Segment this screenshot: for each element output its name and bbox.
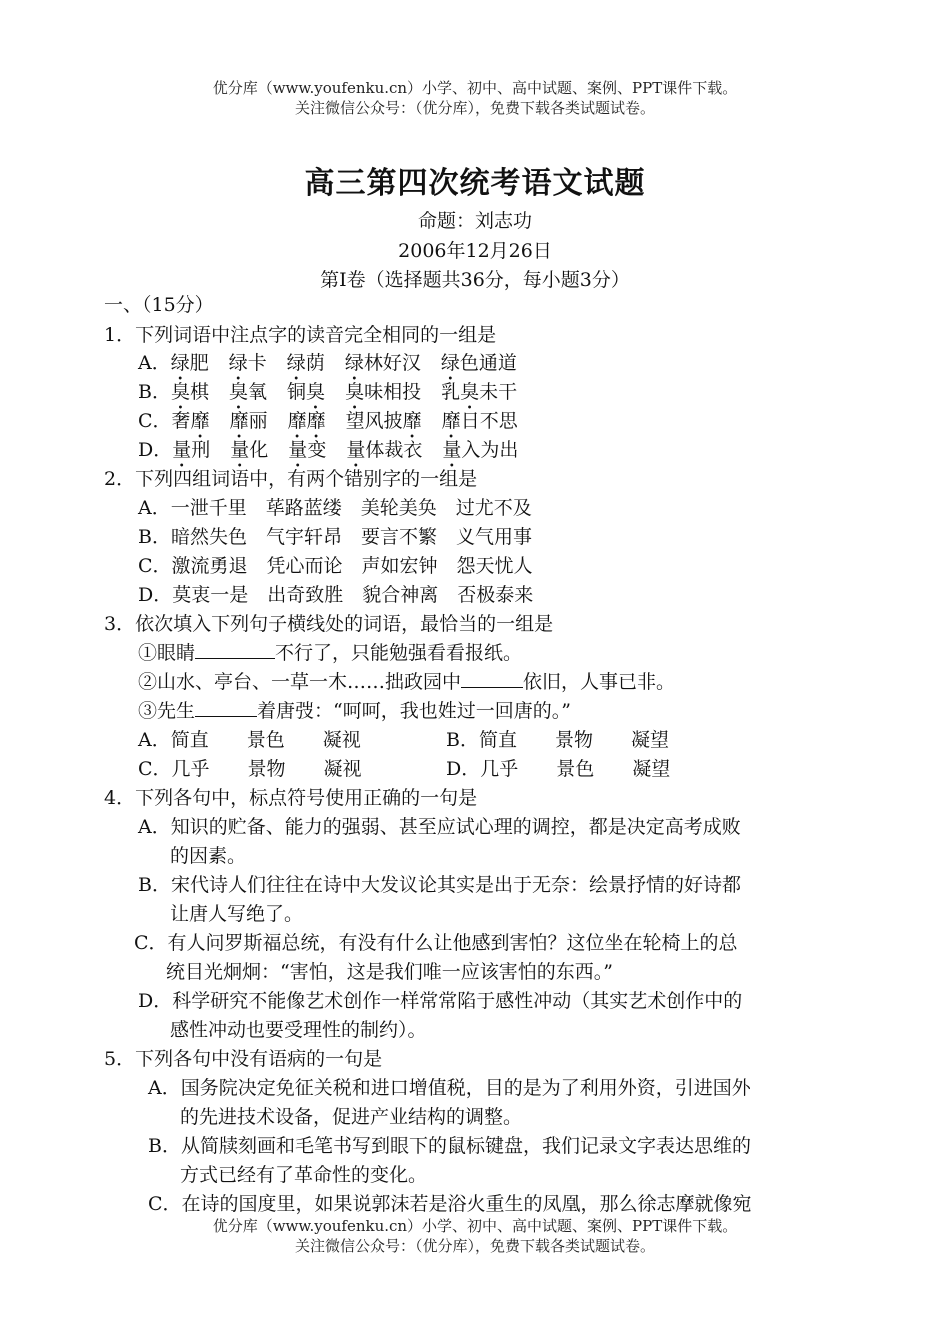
question-4-option-c-line1: C．有人问罗斯福总统，有没有什么让他感到害怕？这位坐在轮椅上的总 bbox=[134, 932, 738, 954]
question-4-option-a-line1: A．知识的贮备、能力的强弱、甚至应试心理的调控，都是决定高考成败 bbox=[138, 816, 741, 838]
question-5-stem: 5．下列各句中没有语病的一句是 bbox=[104, 1048, 383, 1070]
question-2-option-b: B．暗然失色 气宇轩昂 要言不繁 义气用事 bbox=[138, 526, 532, 548]
question-2-option-a: A．一泄千里 荜路蓝缕 美轮美奂 过尤不及 bbox=[138, 497, 532, 519]
question-3-sentence-1: ①眼睛 不行了，只能勉强看看报纸。 bbox=[138, 642, 523, 664]
question-1-option-b: B．臭棋 臭氧 铜臭 臭味相投 乳臭未干 bbox=[138, 381, 518, 403]
question-2-option-d: D．莫衷一是 出奇致胜 貌合神离 否极泰来 bbox=[138, 584, 534, 606]
question-4-option-b-line2: 让唐人写绝了。 bbox=[170, 903, 304, 925]
fill-blank bbox=[461, 669, 523, 688]
question-4-option-d-line2: 感性冲动也要受理性的制约）。 bbox=[170, 1019, 427, 1041]
question-4-option-c-line2: 统目光炯炯：“害怕，这是我们唯一应该害怕的东西。” bbox=[166, 961, 613, 983]
date-line: 2006年12月26日 bbox=[398, 240, 552, 262]
question-5-option-a-line2: 的先进技术设备，促进产业结构的调整。 bbox=[180, 1106, 523, 1128]
question-4-option-a-line2: 的因素。 bbox=[170, 845, 247, 867]
question-5-option-c-line1: C．在诗的国度里，如果说郭沫若是浴火重生的凤凰，那么徐志摩就像宛 bbox=[148, 1193, 752, 1215]
question-3-sentence-2: ②山水、亭台、一草一木……拙政园中 依旧，人事已非。 bbox=[138, 671, 676, 693]
author-line: 命题：刘志功 bbox=[417, 210, 532, 232]
question-3-option-d: D．几乎 景色 凝望 bbox=[446, 758, 671, 780]
question-3-option-c: C．几乎 景物 凝视 bbox=[138, 758, 362, 780]
question-1-option-c: C．奢靡 靡丽 靡靡 望风披靡 靡日不思 bbox=[138, 410, 518, 432]
question-4-option-d-line1: D．科学研究不能像艺术创作一样常常陷于感性冲动（其实艺术创作中的 bbox=[138, 990, 743, 1012]
site-footer-line1: 优分库（www.youfenku.cn）小学、初中、高中试题、案例、PPT课件下载。 bbox=[212, 1217, 738, 1235]
question-1-stem: 1．下列词语中注点字的读音完全相同的一组是 bbox=[104, 324, 497, 346]
question-4-option-b-line1: B．宋代诗人们往往在诗中大发议论其实是出于无奈：绘景抒情的好诗都 bbox=[138, 874, 741, 896]
question-3-option-a: A．简直 景色 凝视 bbox=[138, 729, 361, 751]
site-header-line1: 优分库（www.youfenku.cn）小学、初中、高中试题、案例、PPT课件下载。 bbox=[212, 79, 738, 97]
volume-line: 第Ⅰ卷（选择题共36分，每小题3分） bbox=[320, 269, 630, 291]
fill-blank bbox=[195, 640, 275, 659]
question-5-option-a-line1: A．国务院决定免征关税和进口增值税，目的是为了利用外资，引进国外 bbox=[148, 1077, 751, 1099]
question-3-stem: 3．依次填入下列句子横线处的词语，最恰当的一组是 bbox=[104, 613, 554, 635]
question-2-option-c: C．激流勇退 凭心而论 声如宏钟 怨天忧人 bbox=[138, 555, 533, 577]
question-3-sentence-3: ③先生 着唐弢：“呵呵，我也姓过一回唐的。” bbox=[138, 700, 571, 722]
site-footer-line2: 关注微信公众号：（优分库），免费下载各类试题试卷。 bbox=[294, 1237, 655, 1255]
question-5-option-b-line1: B．从简牍刻画和毛笔书写到眼下的鼠标键盘，我们记录文字表达思维的 bbox=[148, 1135, 751, 1157]
question-5-option-b-line2: 方式已经有了革命性的变化。 bbox=[180, 1164, 428, 1186]
question-2-stem: 2．下列四组词语中，有两个错别字的一组是 bbox=[104, 468, 478, 490]
section-heading: 一、（15分） bbox=[104, 294, 214, 316]
page-title: 高三第四次统考语文试题 bbox=[304, 166, 646, 201]
question-3-option-b: B．简直 景物 凝望 bbox=[446, 729, 669, 751]
site-header-line2: 关注微信公众号：（优分库），免费下载各类试题试卷。 bbox=[294, 99, 655, 117]
question-4-stem: 4．下列各句中，标点符号使用正确的一句是 bbox=[104, 787, 478, 809]
question-1-option-d: D．量刑 量化 量变 量体裁衣 量入为出 bbox=[138, 439, 519, 461]
fill-blank bbox=[195, 698, 257, 717]
question-1-option-a: A．绿肥 绿卡 绿荫 绿林好汉 绿色通道 bbox=[138, 352, 517, 374]
